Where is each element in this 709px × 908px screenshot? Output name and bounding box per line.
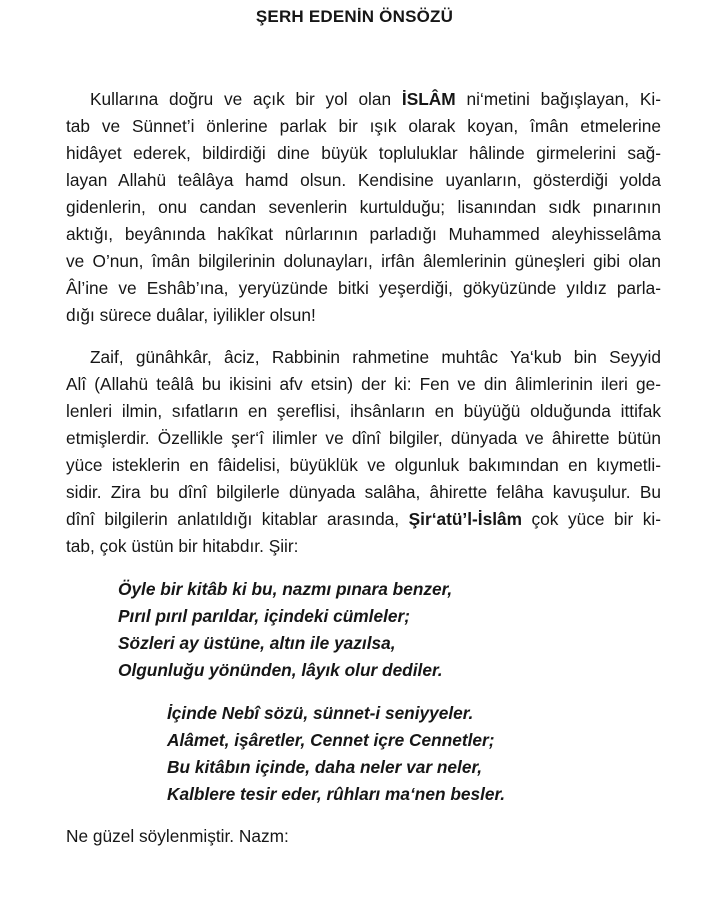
paragraph-2-line-3: lenleri ilmin, sıfatların en şereflisi, ihsânların en büyüğü olduğunda ittifak — [66, 401, 661, 421]
poem-1-verse: Pırıl pırıl parıldar, içindeki cümleler; — [118, 606, 410, 626]
paragraph-2-line-6: sidir. Zira bu dînî bilgilerle dünyada salâha, âhirette felâha kavuşulur. Bu — [66, 482, 661, 502]
poem-2-verse: Alâmet, işâretler, Cennet içre Cennetler; — [167, 730, 495, 750]
closing-line: Ne güzel söylenmiştir. Nazm: — [66, 826, 289, 846]
poem-1-verse: Olgunluğu yönünden, lâyık olur dediler. — [118, 660, 443, 680]
paragraph-1-line-1 — [90, 86, 661, 113]
paragraph-1-line-3: hidâyet ederek, bildirdiği dine büyük topluluklar hâlinde girmelerini sağ- — [66, 143, 661, 163]
paragraph-2-line-8: tab, çok üstün bir hitabdır. Şiir: — [66, 536, 299, 556]
text-segment: ni‘metini bağışlayan, Ki- — [455, 89, 661, 109]
paragraph-2-line-7 — [66, 506, 661, 533]
poem-2-verse: Kalblere tesir eder, rûhları ma‘nen besler. — [167, 784, 506, 804]
poem-1-verse: Sözleri ay üstüne, altın ile yazılsa, — [118, 633, 396, 653]
paragraph-1-line-6: aktığı, beyânında hakîkat nûrlarının parladığı Muhammed aleyhisselâma — [66, 224, 661, 244]
paragraph-2-line-4: etmişlerdir. Özellikle şer‘î ilimler ve dînî bilgiler, dünyada ve âhirette bütün — [66, 428, 661, 448]
poem-1-verse: Öyle bir kitâb ki bu, nazmı pınara benzer, — [118, 579, 453, 599]
text-segment: çok yüce bir ki- — [521, 509, 661, 529]
bold-term-islam: İSLÂM — [401, 89, 456, 109]
paragraph-2-line-2: Alî (Allahü teâlâ bu ikisini afv etsin) der ki: Fen ve din âlimlerinin ileri ge- — [66, 374, 661, 394]
poem-2-verse: İçinde Nebî sözü, sünnet-i seniyyeler. — [167, 703, 474, 723]
paragraph-1-line-2: tab ve Sünnet’i önlerine parlak bir ışık olarak koyan, îmân etmelerine — [66, 116, 661, 136]
page-title: ŞERH EDENİN ÖNSÖZÜ — [255, 7, 454, 26]
paragraph-1-line-7: ve O’nun, îmân bilgilerinin dolunayları, irfân âlemlerinin güneşleri gibi olan — [66, 251, 661, 271]
paragraph-2-line-1: Zaif, günâhkâr, âciz, Rabbinin rahmetine muhtâc Ya‘kub bin Seyyid — [90, 347, 661, 367]
paragraph-1-line-5: gidenlerin, onu candan sevenlerin kurtulduğu; lisanından sıdk pınarının — [66, 197, 661, 217]
paragraph-1-line-9: dığı sürece duâlar, iyilikler olsun! — [66, 305, 316, 325]
paragraph-1-line-4: layan Allahü teâlâya hamd olsun. Kendisine uyanların, gösterdiği yolda — [66, 170, 661, 190]
poem-2-verse: Bu kitâbın içinde, daha neler var neler, — [167, 757, 483, 777]
bold-book-title: Şir‘atü’l-İslâm — [408, 509, 522, 529]
text-segment: Kullarına doğru ve açık bir yol olan — [90, 89, 402, 109]
paragraph-2-line-5: yüce isteklerin en fâidelisi, büyüklük ve olgunluk bakımından en kıymetli- — [66, 455, 661, 475]
text-segment: dînî bilgilerin anlatıldığı kitablar arasında, — [66, 509, 409, 529]
paragraph-1-line-8: Âl’ine ve Eshâb’ına, yeryüzünde bitki yeşerdiği, gökyüzünde yıldız parla- — [66, 278, 661, 298]
